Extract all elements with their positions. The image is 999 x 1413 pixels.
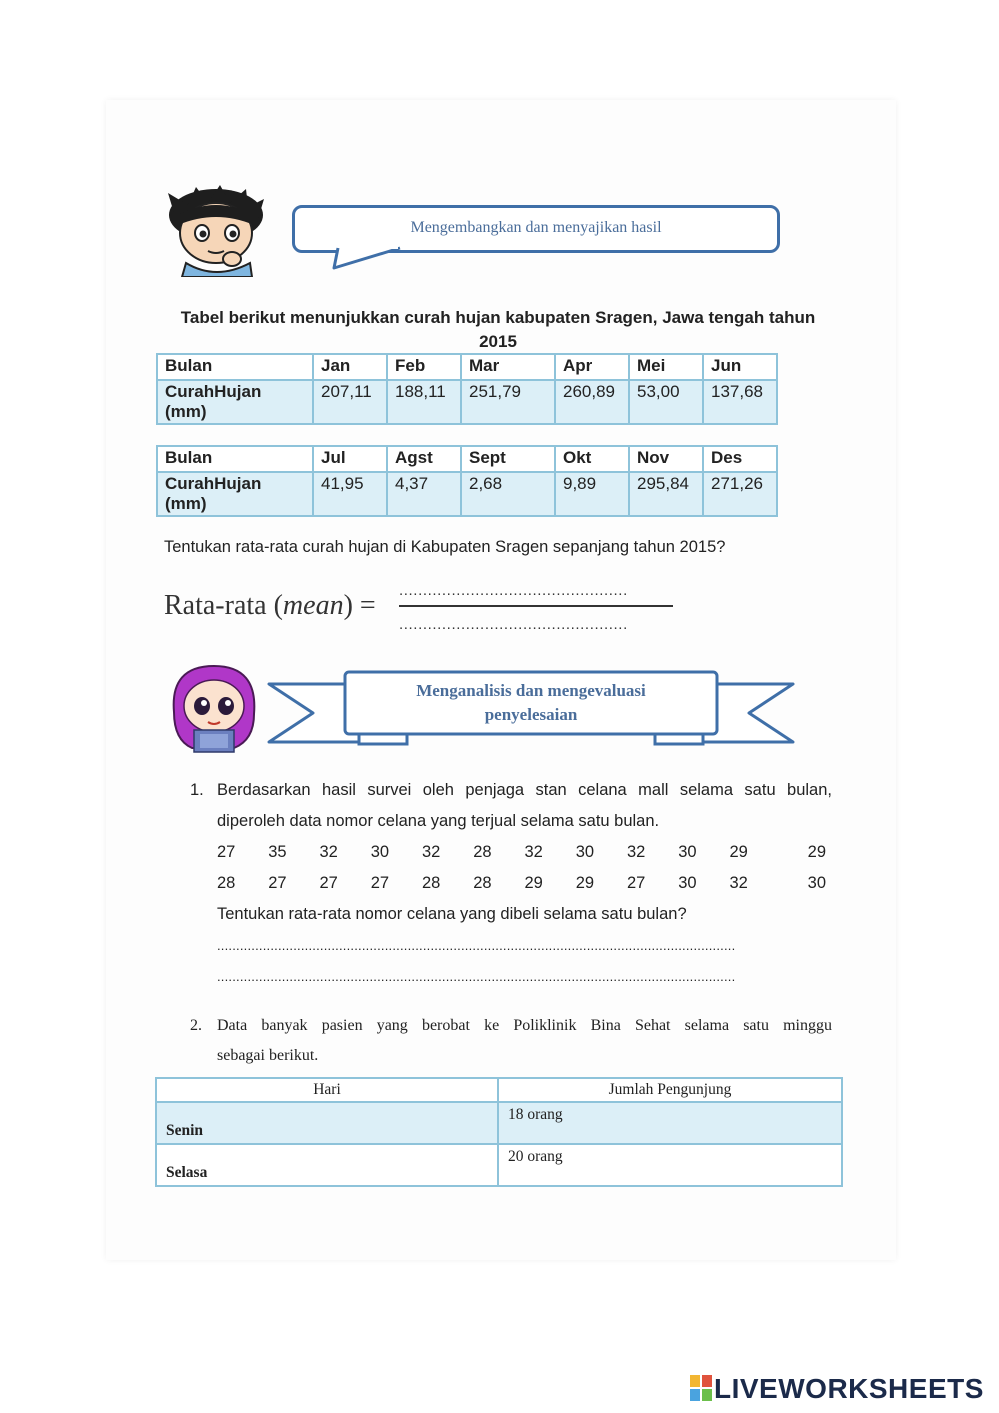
- header-cell: Nov: [629, 446, 703, 472]
- value-cell: 260,89: [555, 380, 629, 424]
- row-label: [157, 472, 313, 516]
- logo-text: LIVEWORKSHEETS: [714, 1373, 984, 1404]
- question-2: [217, 1011, 832, 1071]
- day-cell: [156, 1144, 498, 1186]
- question-1: [217, 775, 832, 992]
- value-cell: 137,68: [703, 380, 777, 424]
- header-cell: Jun: [703, 354, 777, 380]
- data-value: 32: [524, 843, 543, 861]
- table-header-row: [157, 446, 777, 472]
- data-value: 30: [370, 843, 390, 861]
- value-cell: 41,95: [313, 472, 387, 516]
- header-cell: Mei: [629, 354, 703, 380]
- data-value: 30: [575, 843, 595, 861]
- value-cell: 4,37: [387, 472, 461, 516]
- table-row: [156, 1144, 842, 1186]
- data-value: 32: [729, 874, 748, 892]
- header-cell-count: Jumlah Pengunjung: [498, 1078, 842, 1102]
- mean-formula-label: [164, 590, 376, 622]
- header-cell: Bulan: [157, 354, 313, 380]
- mean-suffix: ) =: [343, 590, 376, 621]
- rainfall-question: Tentukan rata-rata curah hujan di Kabupaten Sragen sepanjang tahun 2015?: [164, 538, 726, 556]
- table-header-row: [156, 1078, 842, 1102]
- table-row: [156, 1102, 842, 1144]
- value-cell: 9,89: [555, 472, 629, 516]
- header-cell: Jan: [313, 354, 387, 380]
- header-cell: Okt: [555, 446, 629, 472]
- table-title: [150, 306, 846, 354]
- data-value: 29: [524, 874, 543, 892]
- data-value: 27: [268, 874, 287, 892]
- fraction-line: [399, 605, 673, 607]
- question-2-number: 2.: [190, 1017, 202, 1034]
- liveworksheets-badge-icon: [690, 1375, 712, 1401]
- table-title-line1: Tabel berikut menunjukkan curah hujan kabupaten Sragen, Jawa tengah tahun: [180, 308, 816, 327]
- data-value: 28: [422, 874, 441, 892]
- mean-italic: mean: [282, 590, 344, 621]
- value-cell: 53,00: [629, 380, 703, 424]
- row-label: [157, 380, 313, 424]
- header-cell: Sept: [461, 446, 555, 472]
- header-cell: Apr: [555, 354, 629, 380]
- header-cell: Des: [703, 446, 777, 472]
- day-name: Senin: [166, 1122, 204, 1139]
- row-label-line1: CurahHujan: [165, 474, 262, 493]
- value-cell: 207,11: [313, 380, 387, 424]
- answer-line-2[interactable]: ........................................................................................................................................: [217, 969, 736, 984]
- patients-table: [155, 1077, 843, 1187]
- data-value: 32: [627, 843, 646, 861]
- liveworksheets-logo[interactable]: [690, 1373, 984, 1405]
- data-value: 28: [473, 843, 492, 861]
- visitor-count: 20 orang: [507, 1148, 563, 1165]
- table-row: [157, 380, 777, 424]
- banner-line1: Menganalisis dan mengevaluasi: [416, 681, 646, 700]
- data-value: 35: [268, 843, 287, 861]
- question-1-number: 1.: [190, 781, 204, 799]
- value-cell: 188,11: [387, 380, 461, 424]
- value-cell: 251,79: [461, 380, 555, 424]
- header-cell-day: Hari: [156, 1078, 498, 1102]
- question-2-line1: Data banyak pasien yang berobat ke Poliklinik Bina Sehat selama satu minggu: [217, 1017, 832, 1034]
- count-cell: [498, 1102, 842, 1144]
- data-value: 32: [422, 843, 441, 861]
- data-value: 27: [217, 843, 236, 861]
- header-cell: Mar: [461, 354, 555, 380]
- banner-text: [345, 679, 717, 727]
- girl-hijab-illustration: [164, 662, 262, 754]
- data-value: 27: [370, 874, 390, 892]
- value-cell: 271,26: [703, 472, 777, 516]
- question-1-prompt: Tentukan rata-rata nomor celana yang dibeli selama satu bulan?: [217, 905, 687, 923]
- banner-line2: penyelesaian: [484, 705, 578, 724]
- data-value: 29: [575, 874, 595, 892]
- table-header-row: [157, 354, 777, 380]
- value-cell: 295,84: [629, 472, 703, 516]
- row-label-line2: (mm): [165, 494, 207, 513]
- boy-thinking-illustration: [160, 185, 272, 277]
- data-value: 28: [217, 874, 236, 892]
- data-row-1: [217, 837, 832, 868]
- row-label-line2: (mm): [165, 402, 207, 421]
- mean-prefix: Rata-rata (: [164, 590, 283, 621]
- data-value: 32: [319, 843, 338, 861]
- data-value: 30: [807, 874, 826, 892]
- question-1-line1: Berdasarkan hasil survei oleh penjaga stan celana mall selama satu bulan,: [217, 781, 832, 799]
- data-value: 30: [678, 843, 697, 861]
- header-cell: Agst: [387, 446, 461, 472]
- numerator-answer-field[interactable]: ................................................: [399, 582, 628, 599]
- rainfall-table-jan-jun: [156, 353, 778, 425]
- data-value: 30: [678, 874, 697, 892]
- table-title-line2: 2015: [479, 332, 517, 351]
- denominator-answer-field[interactable]: ................................................: [399, 616, 628, 633]
- day-cell: [156, 1102, 498, 1144]
- data-value: 29: [807, 843, 826, 861]
- header-cell: Jul: [313, 446, 387, 472]
- value-cell: 2,68: [461, 472, 555, 516]
- day-name: Selasa: [166, 1164, 208, 1181]
- answer-line-1[interactable]: ........................................................................................................................................: [217, 938, 736, 953]
- data-value: 27: [627, 874, 646, 892]
- bubble-text: Mengembangkan dan menyajikan hasil: [410, 219, 662, 236]
- data-value: 29: [729, 843, 748, 861]
- row-label-line1: CurahHujan: [165, 382, 262, 401]
- count-cell: [498, 1144, 842, 1186]
- question-2-line2: sebagai berikut.: [217, 1047, 319, 1064]
- speech-bubble-tail: [330, 246, 410, 272]
- question-1-line2: diperoleh data nomor celana yang terjual selama satu bulan.: [217, 812, 660, 830]
- visitor-count: 18 orang: [507, 1106, 563, 1123]
- table-row: [157, 472, 777, 516]
- header-cell: Feb: [387, 354, 461, 380]
- data-value: 27: [319, 874, 338, 892]
- rainfall-table-jul-des: [156, 445, 778, 517]
- data-row-2: [217, 868, 832, 899]
- header-cell: Bulan: [157, 446, 313, 472]
- data-value: 28: [473, 874, 492, 892]
